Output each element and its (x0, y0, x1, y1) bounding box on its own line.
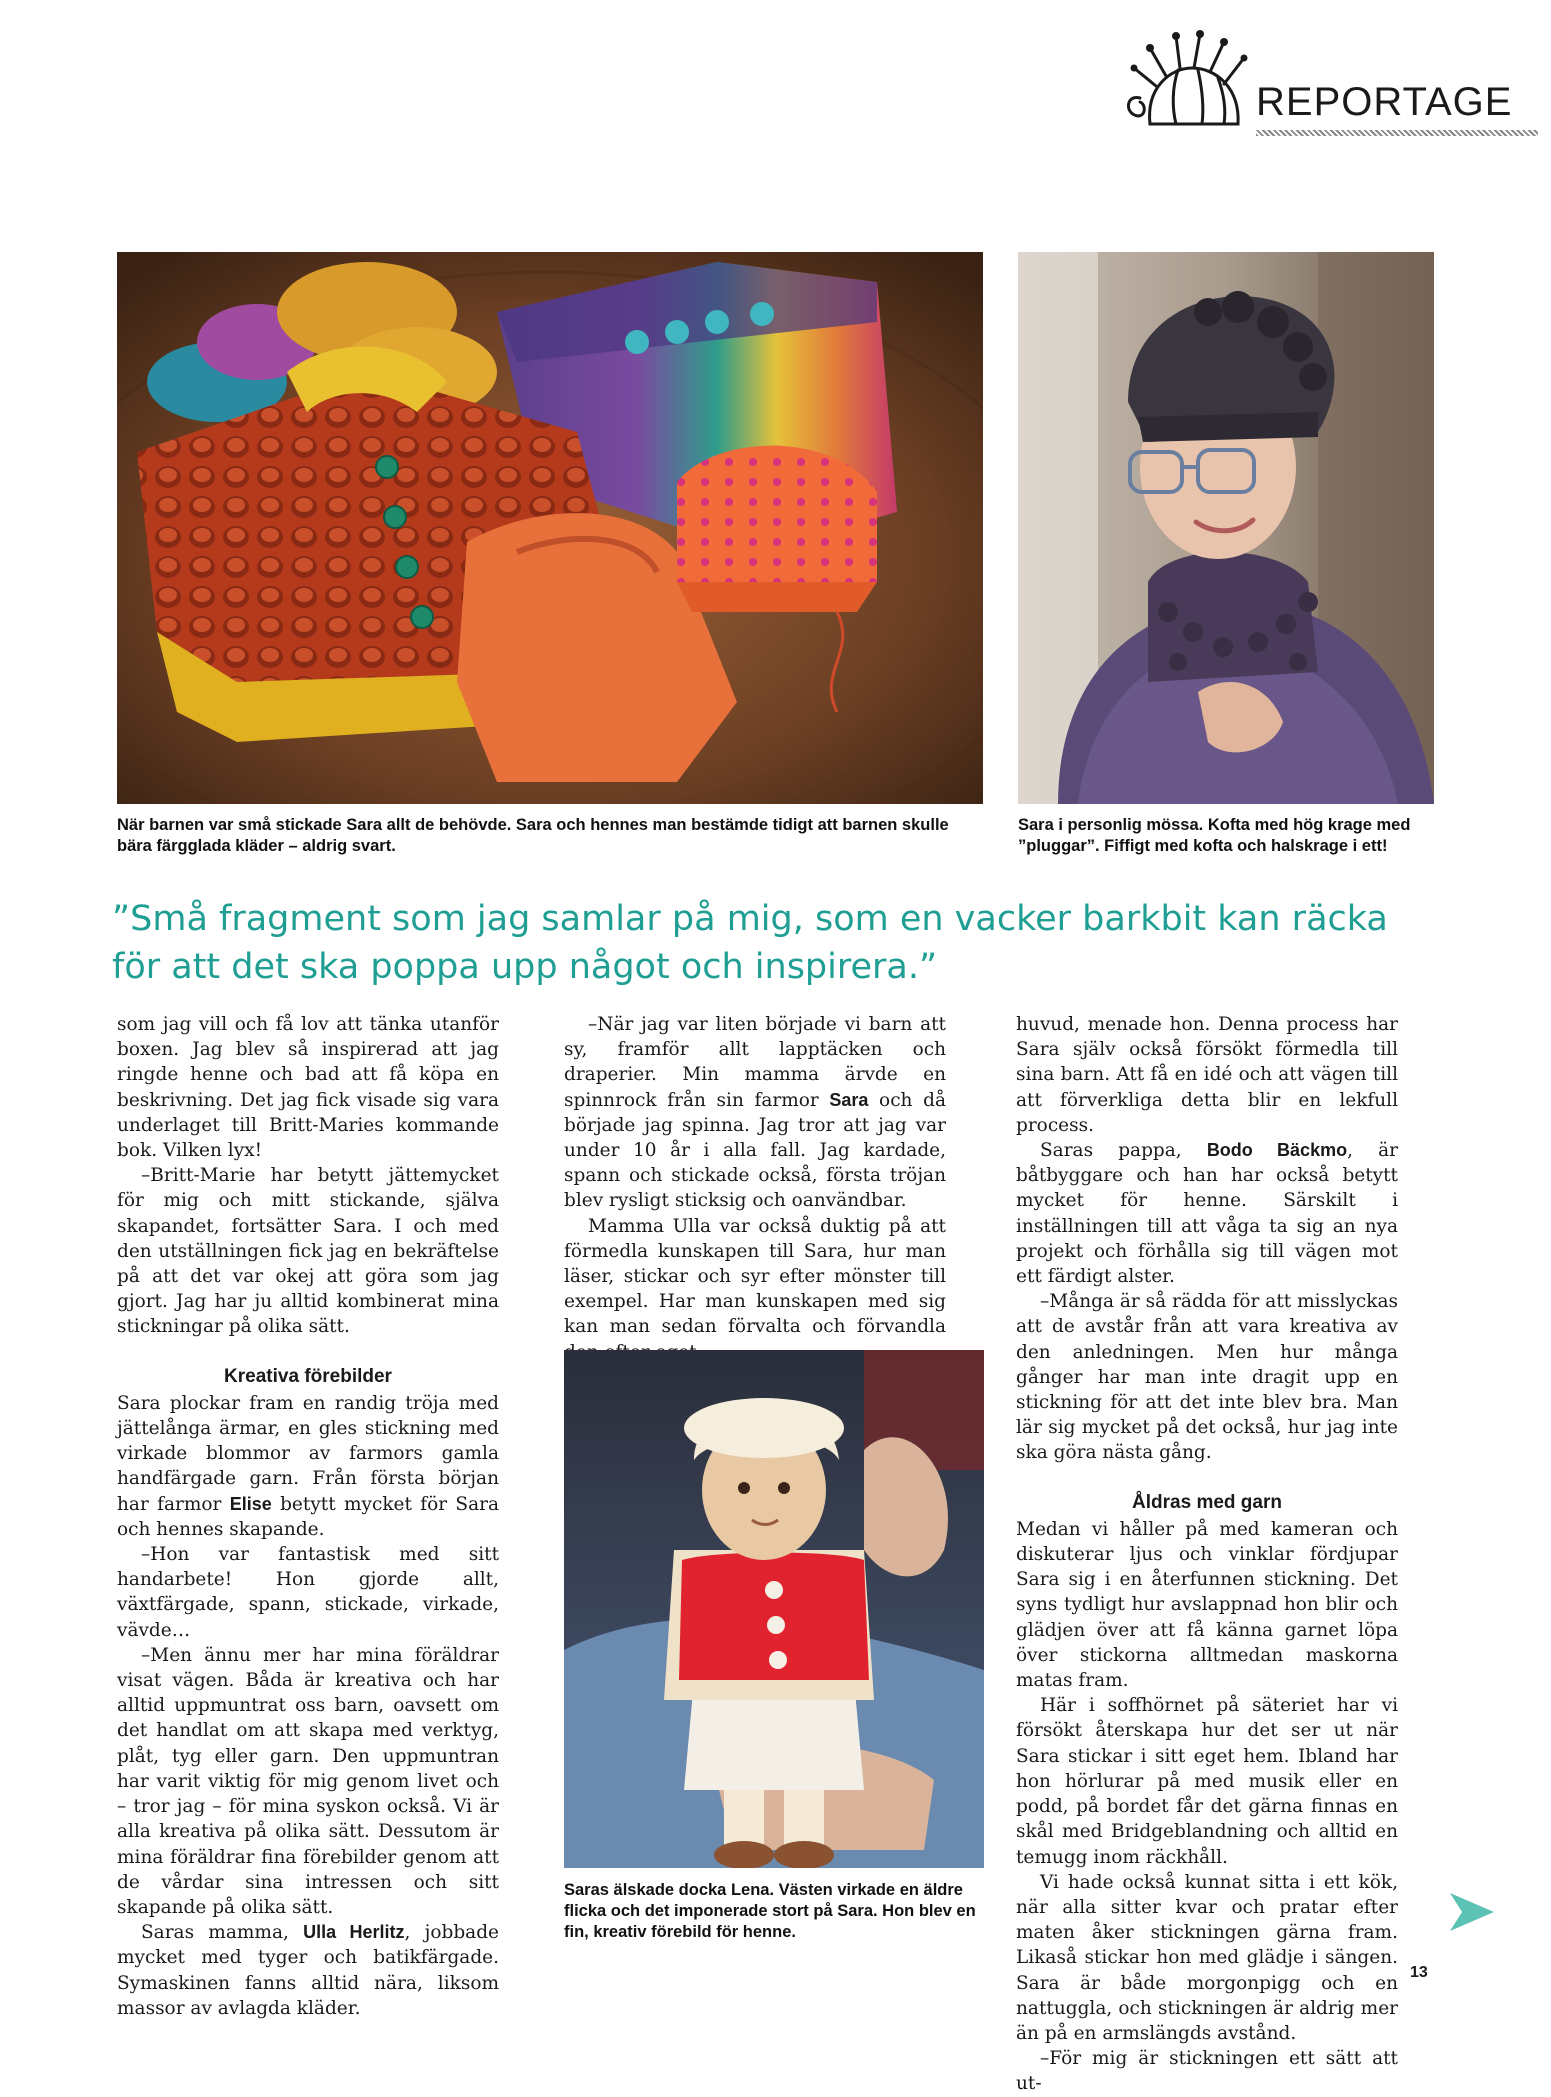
paragraph: Här i soffhörnet på säteriet har vi försökt återskapa hur det ser ut när Sara stickar i sitt eget hem. Ibland har hon hörlurar på med musik eller en podd, på bordet får det gärna finnas en skål med Bridgeblandning och alltid en temugg inom räckhåll. (1016, 1695, 1398, 1868)
paragraph: som jag vill och få lov att tänka utanför boxen. Jag blev så inspirerad att jag ringde henne och bad att få köpa en beskrivning. Det jag fick visade sig vara underlaget till Britt-Maries kommande bok. Vilken lyx! (117, 1014, 499, 1162)
paragraph: huvud, menade hon. Denna process har Sara själv också försökt förmedla till sina barn. Att få en idé och att vägen till att förverkliga detta blir en lekfull process. (1016, 1014, 1398, 1136)
knitwear-caption: När barnen var små stickade Sara allt de behövde. Sara och hennes man bestämde tidigt att barnen skulle bära färgglada kläder – aldrig svart. (117, 816, 949, 855)
page-number: 13 (1410, 1964, 1428, 1981)
person-name: Ulla Herlitz (303, 1922, 405, 1943)
person-name: Bodo Bäckmo (1206, 1140, 1348, 1161)
paragraph: Mamma Ulla var också duktig på att förmedla kunskapen till Sara, hur man läser, stickar och syr efter mönster till exempel. Har man kunskapen med sig kan man sedan förvalta och förvandla (564, 1215, 946, 1338)
portrait-caption: Sara i personlig mössa. Kofta med hög krage med ”pluggar”. Fiffigt med kofta och halskrage i ett! (1018, 816, 1411, 855)
pull-quote: ”Små fragment som jag samlar på mig, som en vacker barkbit kan räcka för att det ska poppa upp något och inspirera.” (112, 899, 1388, 987)
section-label: REPORTAGE (1256, 80, 1513, 124)
portrait-photo (1018, 252, 1434, 804)
header-rule (1256, 130, 1538, 136)
paragraph: –För mig är stickningen ett sätt att ut- (1016, 2048, 1398, 2095)
page-header (1120, 28, 1540, 148)
paragraph: Saras mamma, Ulla Herlitz, jobbade mycket med tyger och batikfärgade. Symaskinen fanns alltid nära, liksom massor av avlagda kläder. (117, 1922, 499, 2019)
paragraph: Sara plockar fram en randig tröja med jättelånga ärmar, en gles stickning med virkade blommor av farmors gamla handfärgade garn. Från första början har farmor Elise betytt mycket för Sara och hennes skapande. (117, 1392, 500, 1540)
subheading: Kreativa förebilder (224, 1365, 392, 1387)
person-name: Elise (229, 1493, 272, 1514)
text-column-3 (1016, 1012, 1398, 2097)
paragraph: Vi hade också kunnat sitta i ett kök, när alla sitter kvar och pratar efter maten åker stickningen gärna fram. Likaså stickar hon med glädje i sängen. Sara är både morgonpigg och en nattuggla, och stickningen är aldrig mer än på en armslängds avstånd. (1016, 1871, 1398, 2044)
text-column-1 (117, 1012, 499, 2021)
paragraph: –Britt-Marie har betytt jättemycket för mig och mitt stickande, själva skapandet, fortsätter Sara. I och med den utställningen fick jag en bekräftelse på att det var okej att göra som jag gjort. Jag har ju alltid kombinerat mina stickningar på olika sätt. (117, 1165, 499, 1338)
doll-caption: Saras älskade docka Lena. Västen virkade en äldre flicka och det imponerade stort på Sara. Hon blev en fin, kreativ förebild för henne. (564, 1881, 976, 1941)
paragraph: –När jag var liten började vi barn att sy, framför allt lapptäcken och draperier. Min mamma ärvde en spinnrock från sin farmor Sara och då började jag spinna. Jag tror att jag var under 10 år i alla fall. Jag kardade, spann och stickade också, första tröjan blev rysligt sticksig och oanvändbar. (564, 1014, 946, 1212)
person-name: Sara (829, 1089, 869, 1110)
arrow-right-icon (1450, 1893, 1494, 1931)
text-column-2 (564, 1012, 946, 1365)
pincushion-icon (1120, 28, 1248, 138)
paragraph: –Men ännu mer har mina föräldrar visat vägen. Båda är kreativa och har alltid uppmuntrat oss barn, oavsett om det handlat om att skapa med verktyg, plåt, tyg eller garn. Den uppmuntran har varit viktig för mig genom livet och – tror jag – för mina syskon också. Vi är alla kreativa på olika sätt. Dessutom är mina föräldrar fina förebilder genom att de vårdar sina intressen och sitt skapande på olika sätt. (117, 1644, 499, 1918)
doll-photo (564, 1350, 984, 1868)
subheading: Åldras med garn (1132, 1491, 1282, 1513)
paragraph: –Många är så rädda för att misslyckas att de avstår från att vara kreativa av den anledningen. Men hur många gånger har man inte dragit upp en stickning för att det inte blev bra. Man lär sig mycket på det också, hur jag inte ska göra nästa gång. (1016, 1291, 1398, 1464)
paragraph: –Hon var fantastisk med sitt handarbete! Hon gjorde allt, växtfärgade, spann, stickade, virkade, vävde… (117, 1544, 499, 1641)
paragraph: Saras pappa, Bodo Bäckmo, är båtbyggare och han har också betytt mycket för henne. Särskilt i inställningen till att våga ta sig an nya projekt och förhålla sig till vägen mot ett färdigt alster. (1016, 1140, 1398, 1288)
knitwear-photo (117, 252, 983, 804)
paragraph: Medan vi håller på med kameran och diskuterar ljus och vinklar fördjupar Sara sig i en återfunnen stickning. Det syns tydligt hur avslappnad hon blir och glädjen över att få känna garnet löpa över stickorna alltmedan maskorna matas fram. (1016, 1518, 1398, 1692)
